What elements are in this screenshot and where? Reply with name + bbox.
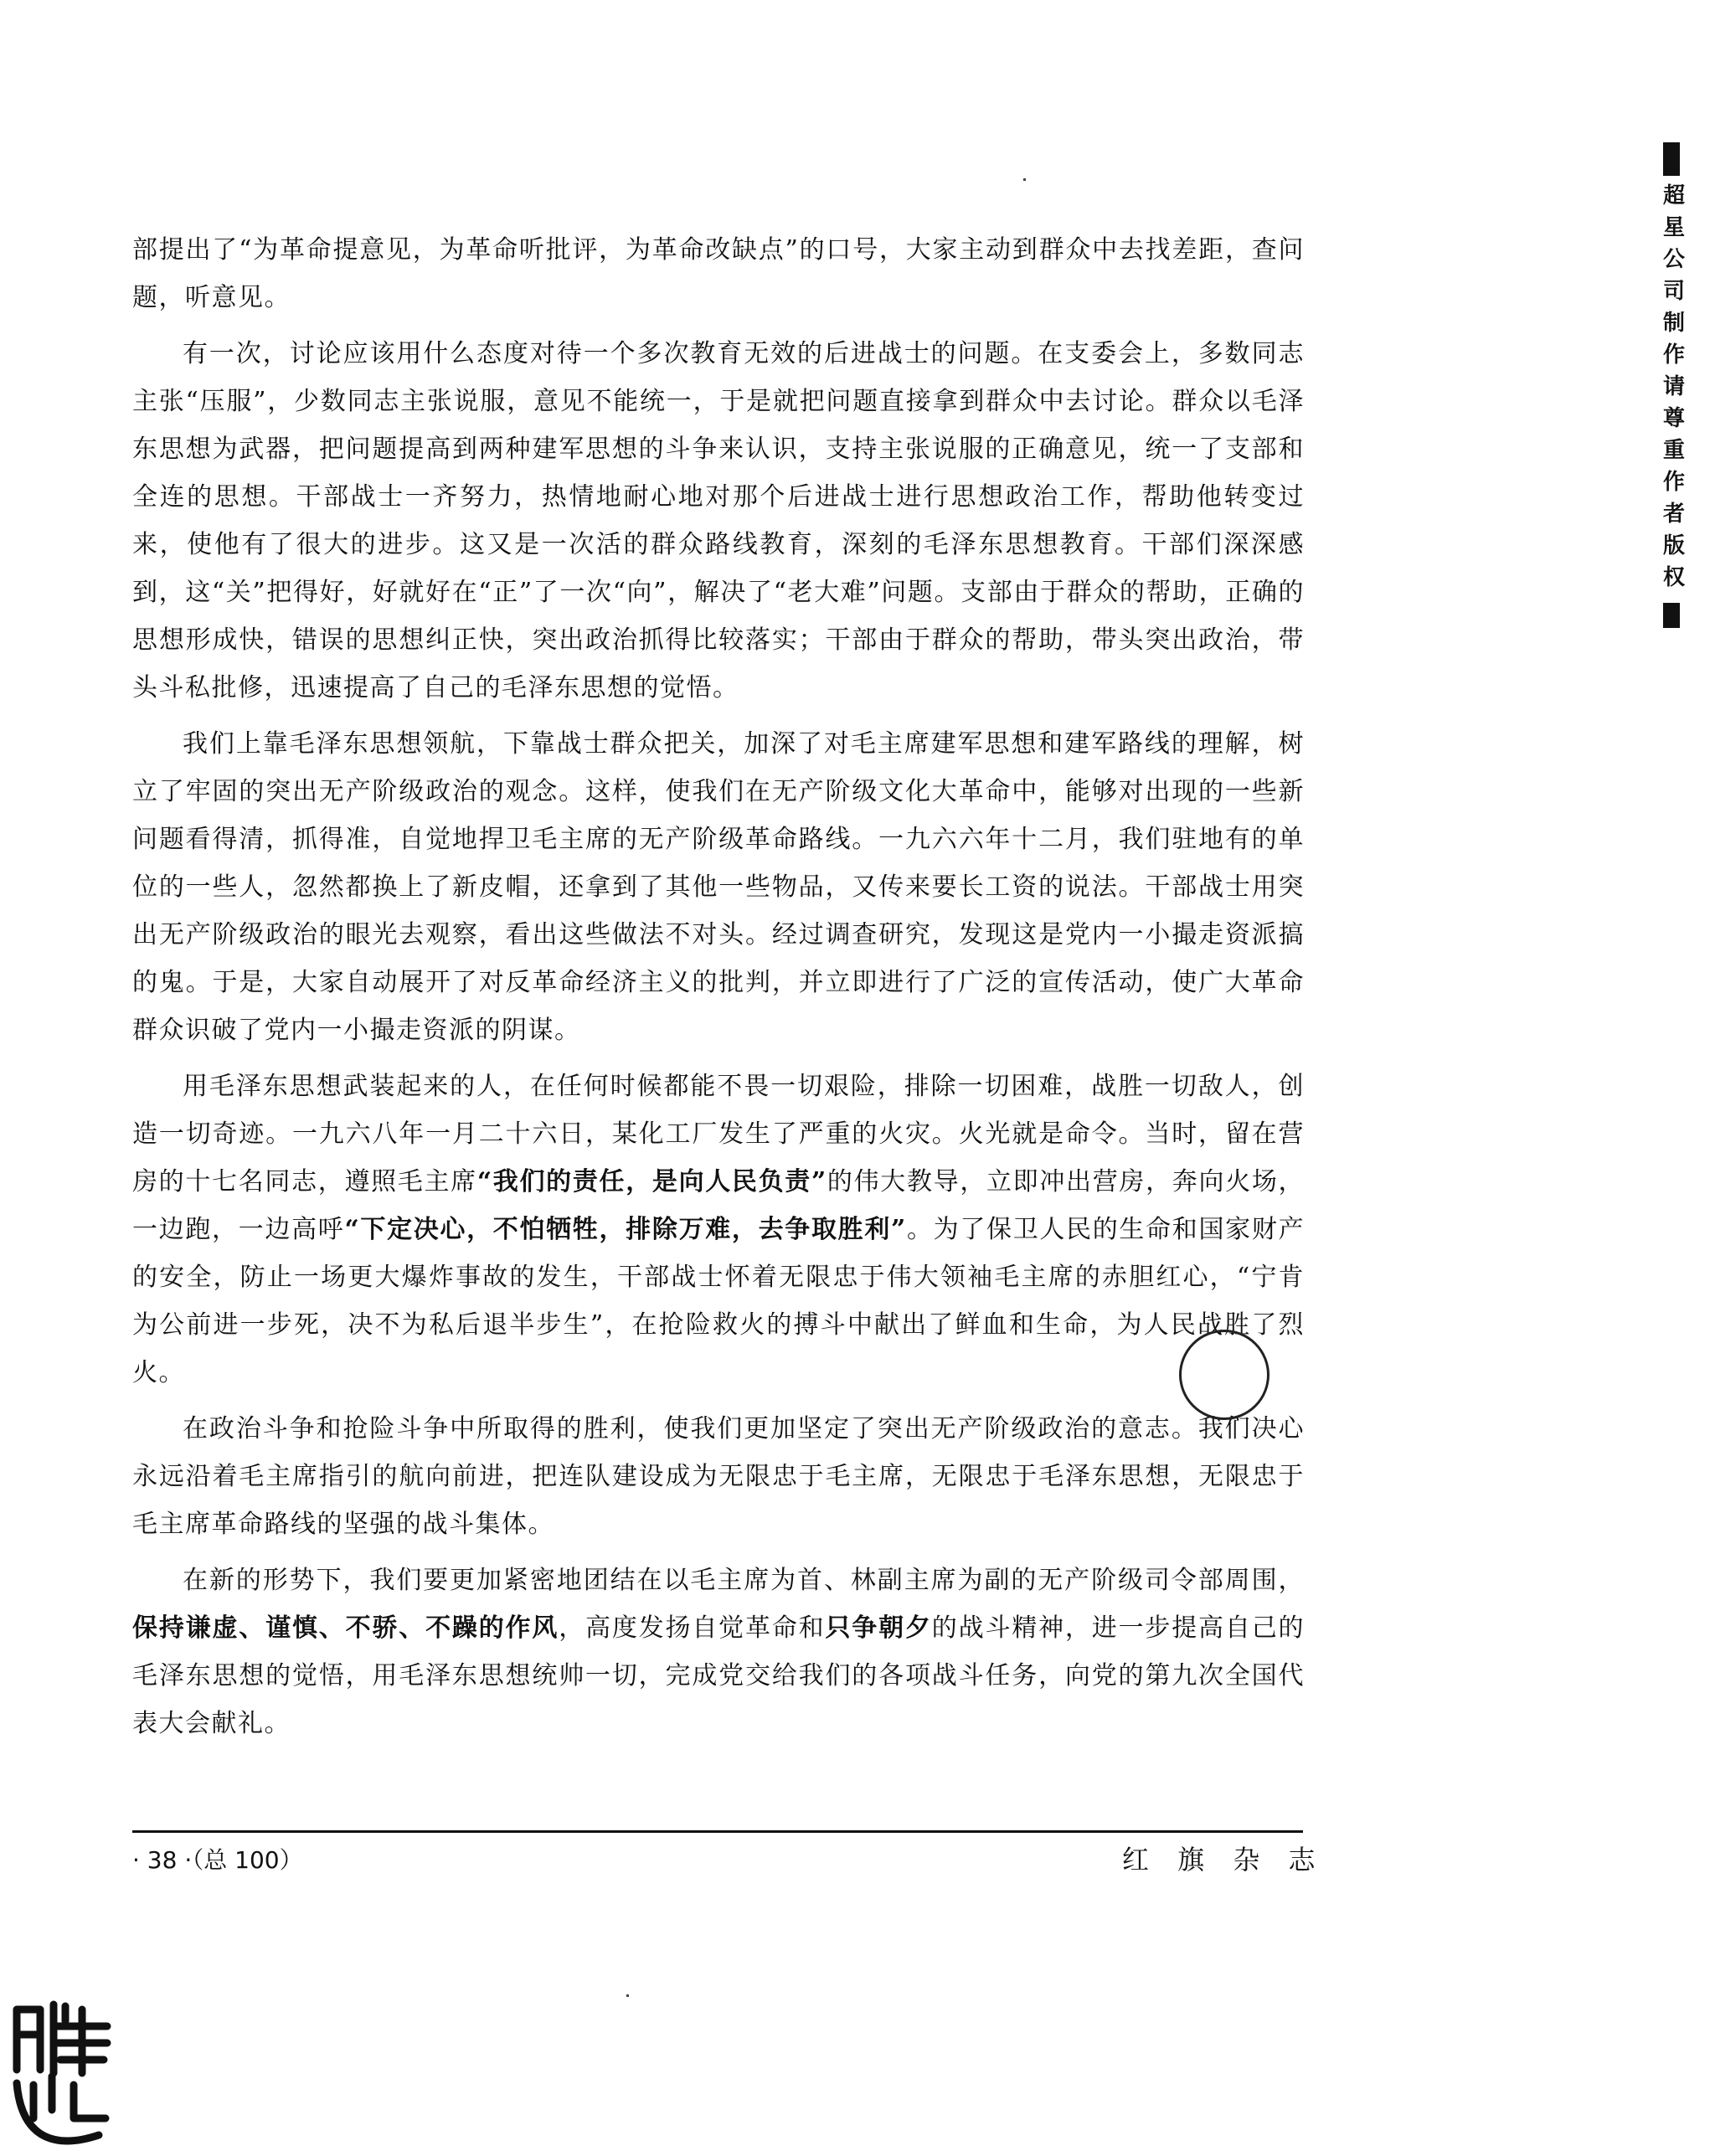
paragraph-text: 我们上靠毛泽东思想领航，下靠战士群众把关，加深了对毛主席建军思想和建军路线的理解，树立了牢固的突出无产阶级政治的观念。这样，使我们在无产阶级文化大革命中，能够对出现的一些新问题看得清，抓得准，自觉地捍卫毛主席的无产阶级革命路线。一九六六年十二月，我们驻地有的单位的一些人，忽然都换上了新皮帽，还拿到了其他一些物品，又传来要长工资的说法。干部战士用突出无产阶级政治的眼光去观察，看出这些做法不对头。经过调查研究，发现这是党内一小撮走资派搞的鬼。于是，大家自动展开了对反革命经济主义的批判，并立即进行了广泛的宣传活动，使广大革命群众识破了党内一小撮走资派的阴谋。 (132, 729, 1305, 1045)
emphasized-quote: 保持谦虚、谨慎、不骄、不躁的作风 (132, 1613, 559, 1643)
paragraph-text: 部提出了“为革命提意见，为革命听批评，为革命改缺点”的口号，大家主动到群众中去找差距，查问题，听意见。 (132, 235, 1305, 312)
paragraph (132, 1063, 1305, 1397)
side-bar-top-mark (1663, 142, 1680, 176)
paragraph-text: 的伟大教导，立即冲出营房，奔向火场，一边跑，一边高呼 (132, 1167, 1306, 1244)
scan-speck (626, 1994, 629, 1997)
paragraph-text: 在新的形势下，我们要更加紧密地团结在以毛主席为首、林副主席为副的无产阶级司令部周围， (183, 1566, 1305, 1595)
footer-rule (132, 1830, 1303, 1833)
article-body (132, 226, 1305, 1756)
paragraph-text: ，高度发扬自觉革命和 (559, 1613, 826, 1643)
paragraph (132, 720, 1305, 1054)
emphasized-quote: “我们的责任，是向人民负责” (476, 1167, 827, 1196)
scan-speck (1023, 178, 1026, 181)
paragraph (132, 1405, 1305, 1548)
side-copyright-note: 超星公司制作请尊重作者版权 (1662, 183, 1685, 590)
paragraph-text: 有一次，讨论应该用什么态度对待一个多次教育无效的后进战士的问题。在支委会上，多数同志主张“压服”，少数同志主张说服，意见不能统一，于是就把问题直接拿到群众中去讨论。群众以毛泽东思想为武器，把问题提高到两种建军思想的斗争来认识，支持主张说服的正确意见，统一了支部和全连的思想。干部战士一齐努力，热情地耐心地对那个后进战士进行思想政治工作，帮助他转变过来，使他有了很大的进步。这又是一次活的群众路线教育，深刻的毛泽东思想教育。干部们深深感到，这“关”把得好，好就好在“正”了一次“向”，解决了“老大难”问题。支部由于群众的帮助，正确的思想形成快，错误的思想纠正快，突出政治抓得比较落实；干部由于群众的帮助，带头突出政治，带头斗私批修，迅速提高了自己的毛泽东思想的觉悟。 (132, 339, 1305, 702)
paragraph-text: 用毛泽东思想武装起来的人，在任何时候都能不畏一切艰险，排除一切困难，战胜一切敌人，创造一切奇迹。一九六八年一月二十六日，某化工厂发生了严重的火灾。火光就是命令。当时，留在营房的十七名同志，遵照毛主席 (132, 1072, 1305, 1196)
emphasized-quote: “下定决心，不怕牺牲，排除万难，去争取胜利” (344, 1215, 907, 1244)
collector-seal-stamp (5, 1993, 122, 2156)
paragraph (132, 330, 1305, 712)
paragraph-text: 。为了保卫人民的生命和国家财产的安全，防止一场更大爆炸事故的发生，干部战士怀着无限忠于伟大领袖毛主席的赤胆红心，“宁肯为公前进一步死，决不为私后退半步生”，在抢险救火的搏斗中献出了鲜血和生命，为人民战胜了烈火。 (132, 1215, 1306, 1387)
emphasized-quote: 只争朝夕 (825, 1613, 932, 1643)
side-bar-bottom-mark (1663, 603, 1680, 628)
paragraph-text: 的战斗精神，进一步提高自己的毛泽东思想的觉悟，用毛泽东思想统帅一切，完成党交给我们的各项战斗任务，向党的第九次全国代表大会献礼。 (132, 1613, 1306, 1738)
paragraph (132, 226, 1305, 322)
paragraph (132, 1557, 1305, 1747)
page-number: · 38 ·（总 100） (132, 1846, 303, 1874)
publication-name: 红 旗 杂 志 (1122, 1844, 1326, 1876)
paragraph-text: 在政治斗争和抢险斗争中所取得的胜利，使我们更加坚定了突出无产阶级政治的意志。我们决心永远沿着毛主席指引的航向前进，把连队建设成为无限忠于毛主席，无限忠于毛泽东思想，无限忠于毛主席革命路线的坚强的战斗集体。 (132, 1414, 1305, 1539)
handwritten-circle-mark (1179, 1330, 1270, 1420)
